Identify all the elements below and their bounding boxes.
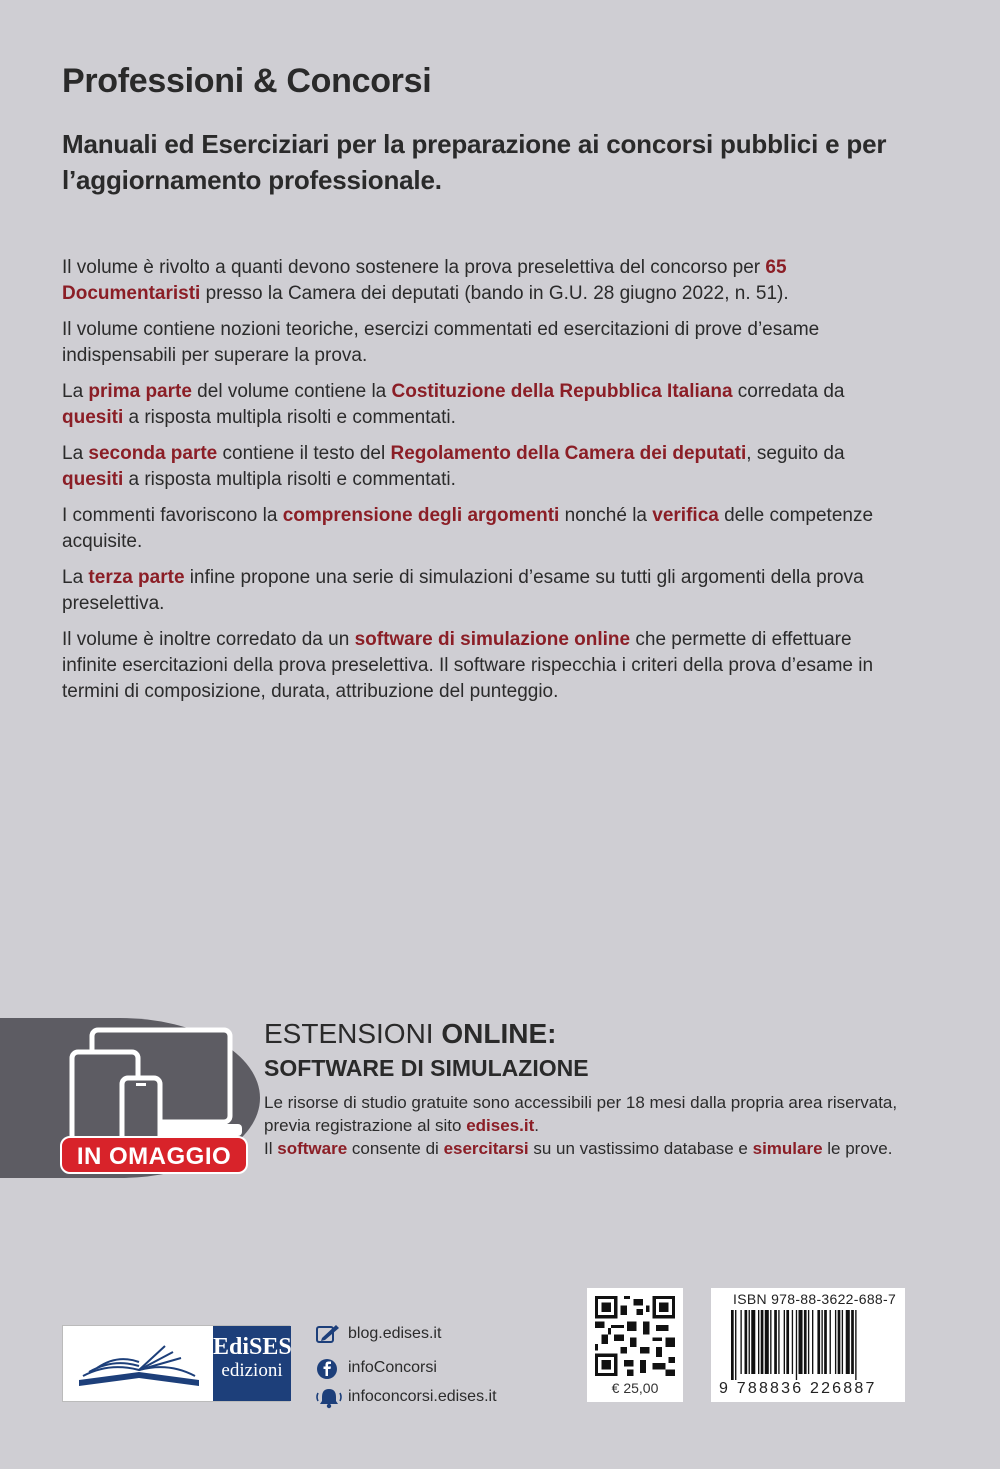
- publisher-name: EdiSES: [213, 1334, 292, 1360]
- book-description: [62, 255, 892, 715]
- free-badge: IN OMAGGIO: [60, 1136, 248, 1174]
- paragraph-1: Il volume è rivolto a quanti devono sostenere la prova preselettiva del concorso per 65 Documentaristi presso la Camera dei deputati (bando in G.U. 28 giugno 2022, n. 51).: [62, 257, 789, 304]
- online-line-3: Il software consente di esercitarsi su un vastissimo database e simulare le prove.: [264, 1139, 893, 1158]
- price-label: € 25,00: [611, 1380, 659, 1396]
- paragraph-6: La terza parte infine propone una serie di simulazioni d’esame su tutti gli argomenti della prova preselettiva.: [62, 567, 864, 614]
- series-title: Professioni & Concorsi: [62, 62, 432, 100]
- paragraph-4: La seconda parte contiene il testo del Regolamento della Camera dei deputati, seguito da quesiti a risposta multipla risolti e commentati.: [62, 443, 845, 490]
- series-subtitle: Manuali ed Eserciziari per la preparazione ai concorsi pubblici e per l’aggiornamento professionale.: [62, 129, 887, 195]
- publisher-subname: edizioni: [221, 1360, 283, 1381]
- online-line-1: Le risorse di studio gratuite sono accessibili per 18 mesi dalla propria area riservata,: [264, 1093, 898, 1112]
- online-line-2: previa registrazione al sito edises.it.: [264, 1116, 539, 1135]
- open-book-icon: [69, 1332, 209, 1396]
- online-extensions: [0, 1018, 1000, 1188]
- blog-icon: [316, 1324, 340, 1344]
- paragraph-7: Il volume è inoltre corredato da un software di simulazione online che permette di effettuare infinite esercitazioni della prova preselettiva. Il software rispecchia i criteri della prova d’esame in termini di composizione, durata, attribuzione del punteggio.: [62, 629, 874, 702]
- isbn-barcode-box: [711, 1288, 905, 1402]
- online-title: ESTENSIONI ONLINE:: [264, 1018, 557, 1049]
- isbn-digits: 9 788836 226887: [719, 1380, 877, 1397]
- barcode-icon: [731, 1310, 897, 1380]
- bell-icon: [316, 1387, 342, 1409]
- online-description: [264, 1091, 944, 1160]
- paragraph-2: Il volume contiene nozioni teoriche, esercizi commentati ed esercitazioni di prove d’esame indispensabili per superare la prova.: [62, 319, 820, 366]
- paragraph-5: I commenti favoriscono la comprensione degli argomenti nonché la verifica delle competenze acquisite.: [62, 505, 874, 552]
- qr-code-box: [587, 1288, 683, 1402]
- online-subtitle: SOFTWARE DI SIMULAZIONE: [264, 1055, 589, 1081]
- paragraph-3: La prima parte del volume contiene la Costituzione della Repubblica Italiana corredata da quesiti a risposta multipla risolti e commentati.: [62, 381, 845, 428]
- publisher-logo: [62, 1325, 290, 1402]
- publisher-name-block: [213, 1326, 291, 1401]
- isbn-label: ISBN 978-88-3622-688-7: [733, 1291, 897, 1307]
- facebook-icon: [316, 1358, 338, 1380]
- qr-code-icon: [595, 1296, 675, 1376]
